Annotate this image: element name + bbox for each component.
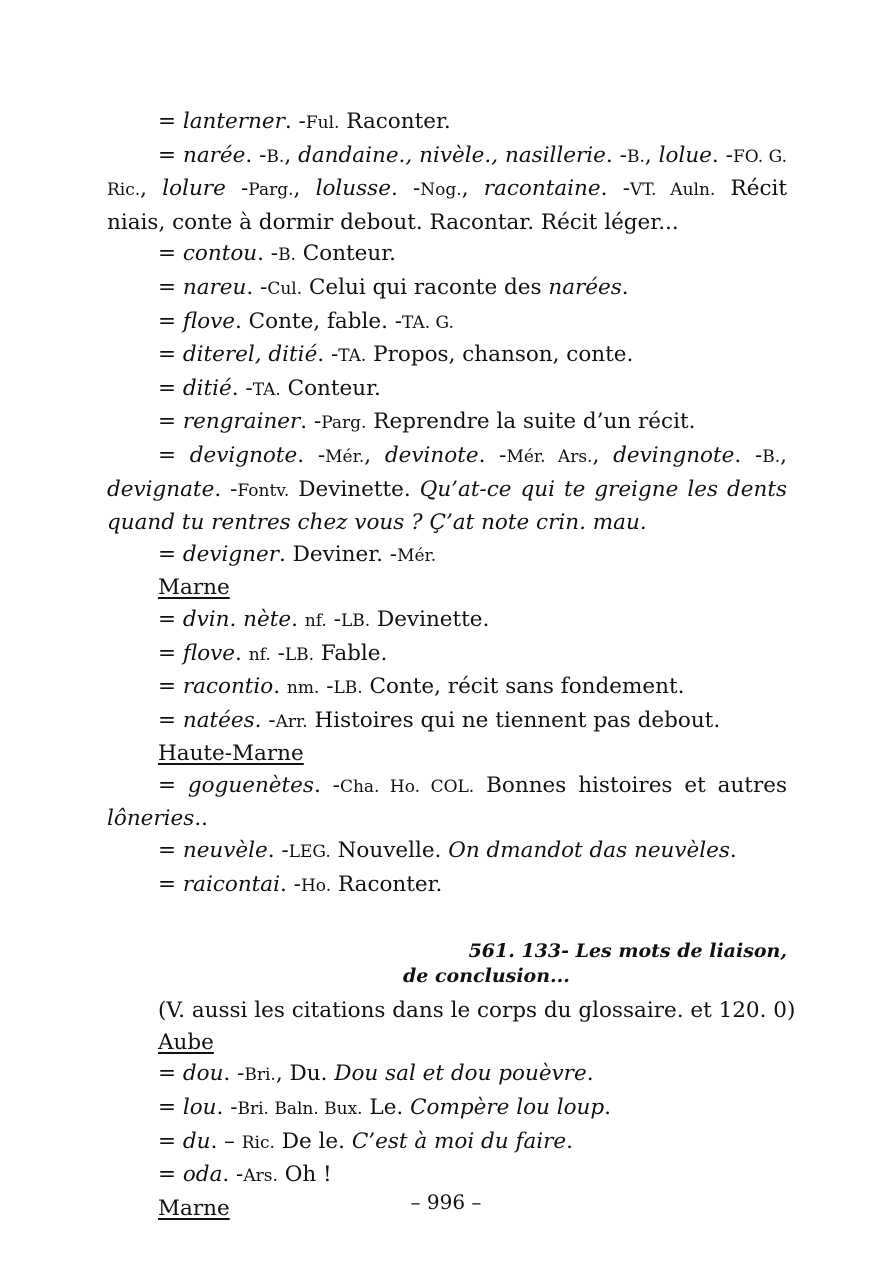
definition: Fable. xyxy=(314,640,388,666)
locality-abbrev: Nog. xyxy=(420,180,462,201)
example: On dmandot das neuvèles xyxy=(448,838,730,864)
term: devignate xyxy=(107,476,215,502)
region-heading-aube xyxy=(107,1027,787,1059)
section-gap xyxy=(107,902,787,939)
entry-diterel xyxy=(107,339,787,373)
entry-neuvele xyxy=(107,835,787,869)
text: = xyxy=(158,442,190,468)
entry-raicontai xyxy=(107,869,787,903)
text: - xyxy=(270,640,285,666)
text: . - xyxy=(600,176,630,202)
term: lou xyxy=(182,1095,217,1121)
text: , xyxy=(140,176,163,202)
entry-ditie xyxy=(107,373,787,407)
text: = xyxy=(158,274,183,300)
text: - xyxy=(225,176,249,202)
text: . - xyxy=(313,772,340,798)
text: = xyxy=(158,342,183,368)
see-also-note: (V. aussi les citations dans le corps du glossaire. et 120. 0) xyxy=(158,998,796,1024)
locality-abbrev: B. xyxy=(266,146,285,167)
entry-flove-marne xyxy=(107,638,787,672)
definition: Raconter. xyxy=(331,871,443,897)
term: du xyxy=(182,1128,211,1154)
locality-abbrev: Ric. xyxy=(241,1132,275,1153)
locality-abbrev: Arr. xyxy=(275,711,308,732)
entry-naree-line1 xyxy=(107,140,787,174)
text: , xyxy=(293,176,316,202)
example: quand tu rentres chez vous ? Ç’at note crin. mau. xyxy=(107,510,647,536)
region-heading-marne xyxy=(107,572,787,604)
entry-natees xyxy=(107,705,787,739)
entry-devigner xyxy=(107,539,787,573)
definition: Bonnes histoires et autres xyxy=(474,772,787,798)
definition: Le. xyxy=(362,1095,411,1121)
text: , xyxy=(461,176,484,202)
text: = xyxy=(158,142,183,168)
text: = xyxy=(158,375,183,401)
locality-abbrev: TA. G. xyxy=(402,312,454,333)
page-number: – 996 – xyxy=(410,1190,482,1214)
text: , xyxy=(592,442,614,468)
text: . - xyxy=(297,442,326,468)
term: devignote xyxy=(189,442,298,468)
definition: Reprendre la suite d’un récit. xyxy=(366,409,696,435)
definition: Oh ! xyxy=(277,1162,332,1188)
text: = xyxy=(158,308,183,334)
text: . - xyxy=(231,375,253,401)
text: . - xyxy=(214,476,238,502)
text: . - xyxy=(300,409,322,435)
text: . xyxy=(729,838,737,864)
term: natées xyxy=(182,707,255,733)
locality-abbrev: TA. xyxy=(338,346,367,367)
term: lolure xyxy=(162,176,226,202)
example: Qu’at-ce qui te greigne les dents xyxy=(419,476,787,502)
text: = xyxy=(158,541,183,567)
entry-dvinnete xyxy=(107,604,787,638)
definition: Histoires qui ne tiennent pas debout. xyxy=(307,707,721,733)
text: , xyxy=(284,142,299,168)
text: . xyxy=(604,1095,611,1121)
term: raicontai xyxy=(182,871,280,897)
entry-devignote-line3 xyxy=(107,507,787,539)
locality-abbrev: Mér. xyxy=(325,446,365,467)
locality-abbrev: LB. xyxy=(340,610,371,631)
text: , xyxy=(644,142,659,168)
definition: . Deviner. - xyxy=(278,541,398,567)
text: . - xyxy=(267,838,289,864)
text: , xyxy=(780,442,788,468)
text: . xyxy=(273,674,287,700)
locality-abbrev: Fontv. xyxy=(237,480,290,501)
term: dvin. nète xyxy=(182,606,292,632)
text: . - xyxy=(257,241,279,267)
entry-racontio xyxy=(107,671,787,705)
term: diterel, ditié xyxy=(182,342,318,368)
text: = xyxy=(158,109,183,134)
example: C’est à moi du faire xyxy=(351,1128,567,1154)
term: ditié xyxy=(182,375,232,401)
term: dou xyxy=(182,1061,224,1087)
locality-abbrev: LB. xyxy=(333,678,363,699)
entry-naree-line3 xyxy=(107,207,787,239)
term: dandaine., nivèle., nasillerie xyxy=(298,142,606,168)
term: racontio xyxy=(182,674,274,700)
definition: Conteur. xyxy=(295,241,397,267)
text: . – xyxy=(210,1128,242,1154)
term: devingnote xyxy=(613,442,735,468)
locality-abbrev: Mér. Ars. xyxy=(506,446,593,467)
entry-lou xyxy=(107,1092,787,1126)
text: . - xyxy=(216,1095,238,1121)
text: . - xyxy=(317,342,339,368)
locality-abbrev: Parg. xyxy=(321,413,367,434)
text: . xyxy=(566,1128,573,1154)
text: = xyxy=(158,1095,183,1121)
term: lanterner xyxy=(182,109,285,134)
definition: Devinette. xyxy=(289,476,420,502)
locality-abbrev: Ho. xyxy=(300,875,332,896)
locality-abbrev: LB. xyxy=(284,644,315,665)
definition: Devinette. xyxy=(370,606,490,632)
entry-contou xyxy=(107,238,787,272)
locality-abbrev: VT. Auln. xyxy=(629,180,716,201)
definition: niais, conte à dormir debout. Racontar. Récit léger... xyxy=(107,209,679,235)
locality-abbrev: FO. G. xyxy=(732,146,787,167)
definition: Conte, récit sans fondement. xyxy=(362,674,685,700)
text: , xyxy=(364,442,385,468)
text: = xyxy=(158,606,183,632)
locality-abbrev: Cul. xyxy=(267,278,303,299)
text: . xyxy=(586,1061,594,1087)
entry-nareu xyxy=(107,272,787,306)
entry-flove xyxy=(107,306,787,340)
term: contou xyxy=(182,241,258,267)
text: = xyxy=(158,674,183,700)
text: = xyxy=(158,707,183,733)
text: . xyxy=(621,274,629,300)
definition: , Du. xyxy=(275,1061,335,1087)
locality-abbrev: Bri. Baln. Bux. xyxy=(237,1099,363,1120)
example: Dou sal et dou pouèvre xyxy=(334,1061,587,1087)
locality-abbrev: B. xyxy=(626,146,645,167)
document-body xyxy=(107,106,796,1224)
text: = xyxy=(158,1128,183,1154)
section-title-line2: de conclusion... xyxy=(403,965,570,988)
text: .. xyxy=(194,806,208,832)
term: goguenètes xyxy=(187,772,314,798)
text: = xyxy=(158,640,183,666)
term: neuvèle xyxy=(182,838,268,864)
locality-abbrev: Ars. xyxy=(243,1166,278,1187)
locality-abbrev: Cha. Ho. COL. xyxy=(339,776,475,797)
locality-abbrev: Parg. xyxy=(248,180,294,201)
text: . - xyxy=(280,871,301,897)
text: . - xyxy=(711,142,733,168)
region-label: Haute-Marne xyxy=(158,741,304,767)
definition: Celui qui raconte des xyxy=(302,274,549,300)
term: narée xyxy=(182,142,246,168)
text: = xyxy=(158,871,183,897)
text: = xyxy=(158,409,183,435)
term: lolusse xyxy=(315,176,391,202)
locality-abbrev: Bri. xyxy=(244,1065,276,1086)
term: nareu xyxy=(182,274,247,300)
locality-abbrev: Ful. xyxy=(305,113,340,133)
definition: Conteur. xyxy=(280,375,381,401)
text: - xyxy=(319,674,334,700)
text: . - xyxy=(246,274,268,300)
text: . - xyxy=(254,707,276,733)
term: devinote xyxy=(384,442,479,468)
text: . - xyxy=(245,142,267,168)
text: = xyxy=(158,1162,183,1188)
entry-lanterner xyxy=(107,106,787,140)
entry-devignote-line2 xyxy=(107,474,787,508)
text: . xyxy=(235,640,249,666)
entry-naree-line2 xyxy=(107,173,787,207)
region-heading-haute-marne xyxy=(107,738,787,770)
entry-goguenetes-line1 xyxy=(107,770,787,804)
text: . - xyxy=(734,442,763,468)
definition: Raconter. xyxy=(339,109,451,134)
definition: . Conte, fable. - xyxy=(235,308,403,334)
gender-abbrev: nf. xyxy=(304,610,327,631)
definition: Récit xyxy=(715,176,788,202)
entry-dou xyxy=(107,1058,787,1092)
example: Compère lou loup xyxy=(410,1095,605,1121)
term: lolue xyxy=(658,142,712,168)
term: devigner xyxy=(182,541,279,567)
text: - xyxy=(326,606,341,632)
entry-devignote-line1 xyxy=(107,440,787,474)
text: . - xyxy=(222,1162,244,1188)
text: . - xyxy=(478,442,507,468)
region-label: Marne xyxy=(158,575,230,601)
locality-abbrev: B. xyxy=(278,245,296,266)
text: = xyxy=(158,1061,183,1087)
term: flove xyxy=(182,640,236,666)
gender-abbrev: nm. xyxy=(286,678,320,699)
text: . - xyxy=(605,142,627,168)
term: oda xyxy=(182,1162,223,1188)
text: = xyxy=(158,772,188,798)
text: . - xyxy=(223,1061,245,1087)
definition: Propos, chanson, conte. xyxy=(366,342,634,368)
text: = xyxy=(158,241,183,267)
definition: Nouvelle. xyxy=(330,838,449,864)
entry-du xyxy=(107,1126,787,1160)
entry-rengrainer xyxy=(107,406,787,440)
term: rengrainer xyxy=(182,409,301,435)
text: = xyxy=(158,838,183,864)
definition: De le. xyxy=(274,1128,352,1154)
locality-abbrev: B. xyxy=(762,446,781,467)
gender-abbrev: nf. xyxy=(248,644,271,665)
text: . - xyxy=(390,176,421,202)
text: . xyxy=(291,606,305,632)
locality-abbrev: LEG. xyxy=(288,842,331,863)
term: narées xyxy=(548,274,622,300)
term: lôneries xyxy=(107,806,195,832)
text: . - xyxy=(284,109,306,134)
region-label: Aube xyxy=(158,1029,214,1055)
locality-abbrev: TA. xyxy=(252,379,281,400)
entry-oda xyxy=(107,1159,787,1193)
term: racontaine xyxy=(483,176,601,202)
section-title-line1: 561. 133- Les mots de liaison, xyxy=(468,940,787,963)
locality-abbrev: Mér. xyxy=(397,545,437,566)
locality-abbrev: Ric. xyxy=(107,180,141,201)
term: flove xyxy=(182,308,236,334)
entry-goguenetes-line2 xyxy=(107,803,787,835)
region-label: Marne xyxy=(158,1195,230,1221)
